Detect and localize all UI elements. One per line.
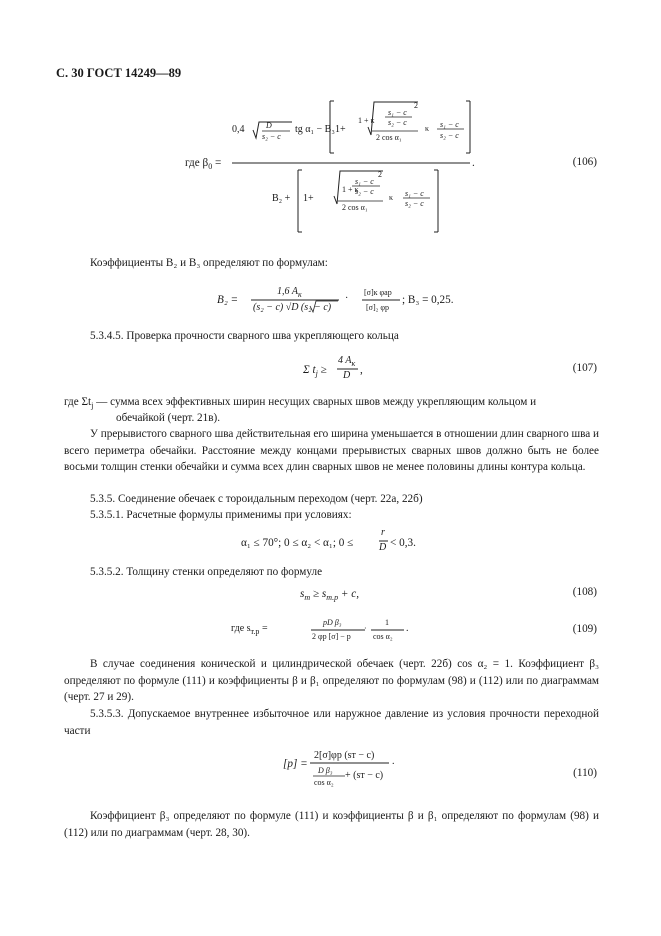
eq106-cos-den: 2 cos α₁ bbox=[342, 203, 368, 212]
eq110-number: (110) bbox=[573, 767, 597, 779]
eqB2-den: (s₂ − c) √D (s₂ − c) bbox=[253, 302, 332, 313]
section-5353: 5.3.5.3. Допускаемое внутреннее избыточное или наружное давление из условия прочности переходной части bbox=[64, 708, 599, 737]
eqB2-num2: [σ]к φаp bbox=[364, 288, 392, 297]
where107-line1: где $\Sigma t_j$ — сумма всех эффективных ширин несущих сварных швов между укрепляющим кольцом и bbox=[64, 396, 537, 411]
eq106-one-plus-num: 1+ bbox=[335, 124, 346, 135]
eq110-tail: . bbox=[392, 756, 395, 767]
eq110-den-b: + (sт − c) bbox=[345, 770, 384, 781]
eq109-den: 2 φp [σ] − p bbox=[312, 632, 351, 641]
section-535: 5.3.5. Соединение обечаек с тороидальным переходом (черт. 22а, 22б) bbox=[90, 493, 423, 505]
cond-b: < 0,3. bbox=[390, 537, 416, 549]
where107-line2: обечайкой (черт. 21в). bbox=[116, 412, 221, 424]
eq109-number: (109) bbox=[572, 623, 597, 635]
eq106-den-B2: B₂ + bbox=[272, 193, 291, 204]
eq109-lhs: где $s_{т.р}$ = bbox=[231, 623, 268, 636]
eq106-kappa-expr-num: 1 + κ bbox=[358, 116, 375, 125]
eq107-number: (107) bbox=[572, 362, 597, 374]
eq107-num: 4 $A_к$ bbox=[338, 355, 356, 368]
eq109-num: pD β₃ bbox=[323, 618, 342, 627]
eq108: $s_т \ge s_{т.р} + c$, bbox=[300, 588, 360, 603]
eq106-s2c-den: s₂ − c bbox=[355, 187, 374, 196]
eq106-s1c-den2: s₁ − c bbox=[405, 189, 424, 198]
eq109-dot: · bbox=[364, 624, 367, 633]
section-5351: 5.3.5.1. Расчетные формулы применимы при условиях: bbox=[90, 509, 352, 521]
eq107-lhs: Σ $t_j$ ≥ bbox=[303, 364, 327, 379]
cond-den: D bbox=[379, 542, 387, 553]
eq106-lhs: где $\beta_0$ = bbox=[185, 157, 222, 172]
section-5345: 5.3.4.5. Проверка прочности сварного шва укрепляющего кольца bbox=[90, 330, 399, 342]
eq110-lhs: [p] = bbox=[283, 758, 308, 770]
final-paragraph: Коэффициент β₃ определяют по формуле (111) и коэффициенты β и β₁ определяют по формулам (98) и (112) или по диаграммам (черт. 28, 30). bbox=[64, 810, 599, 839]
eqB2-lhs: B₂ = bbox=[217, 294, 239, 306]
eqB2-den2: [σ]₂ φp bbox=[366, 303, 390, 312]
eq106-s2c-num: s₂ − c bbox=[388, 118, 407, 127]
eq106-s1c-den: s₁ − c bbox=[355, 177, 374, 186]
eq108-number: (108) bbox=[572, 586, 597, 598]
conic-paragraph: В случае соединения конической и цилиндрической обечаек (черт. 22б) cos α₂ = 1. Коэффициент β₃ определяют по формуле (111) и коэффициенты β и β₁ определяют по формулам (98) и (112) или по диаграммам (черт. 27 и 29). bbox=[64, 658, 599, 703]
eq106-exp-num: 2 bbox=[414, 101, 418, 110]
eq106-kappa-den: κ bbox=[389, 193, 394, 202]
eq110-num: 2[σ]φp (sт − c) bbox=[314, 750, 375, 761]
eq106-rad-num: D bbox=[266, 121, 272, 130]
eq106-cos-num: 2 cos α₁ bbox=[376, 133, 402, 142]
eq106-number: (106) bbox=[572, 156, 597, 168]
eq110-den-a-den: cos α₂ bbox=[314, 778, 334, 787]
page-header: С. 30 ГОСТ 14249—89 bbox=[56, 66, 182, 80]
interrupt-paragraph: У прерывистого сварного шва действительная его ширина уменьшается в отношении длин сварного шва и всего периметра обечайки. Расстояние между концами прерывистых сварных швов должно быть не более восьми толщин стенки обечайки и сумма всех длин сварных швов не менее половины длины контура кольца. bbox=[64, 428, 599, 473]
eq106-s2c-num2: s₂ − c bbox=[440, 131, 459, 140]
eq106-kappa-expr-den: 1 + κ bbox=[342, 185, 359, 194]
eq106-period: . bbox=[472, 157, 475, 169]
eq109-num2: 1 bbox=[385, 618, 389, 627]
eq109-den2: cos α₂ bbox=[373, 632, 393, 641]
section-5352: 5.3.5.2. Толщину стенки определяют по формуле bbox=[90, 566, 323, 578]
eq109-tail: . bbox=[406, 623, 409, 634]
eqB2-dot: · bbox=[345, 293, 349, 304]
eq110-den-a-num: D β₃ bbox=[318, 766, 333, 775]
eq106-rad-den: s₂ − c bbox=[262, 132, 281, 141]
eqB2-num: 1,6 $A_к$ bbox=[277, 286, 302, 299]
eq106-kappa-num: κ bbox=[425, 124, 430, 133]
eq106-exp-den: 2 bbox=[378, 170, 382, 179]
cond-a: α₁ ≤ 70°; 0 ≤ α₂ < α₁; 0 ≤ bbox=[241, 537, 354, 549]
coef-paragraph: Коэффициенты B₂ и B₃ определяют по формулам: bbox=[90, 257, 328, 269]
eq107-den: D bbox=[343, 370, 351, 381]
eq106-s1c-num: s₁ − c bbox=[388, 108, 407, 117]
eq106-coef: 0,4 bbox=[232, 124, 245, 135]
eq107-tail: , bbox=[360, 364, 363, 376]
eq106-s1c-num2: s₁ − c bbox=[440, 120, 459, 129]
eqB2-rest: ; B₃ = 0,25. bbox=[402, 294, 454, 306]
eq106-tg: tg α₁ − B₃ bbox=[295, 124, 335, 135]
eq106-s2c-den2: s₂ − c bbox=[405, 199, 424, 208]
cond-num: r bbox=[381, 527, 385, 538]
eq106-one-plus-den: 1+ bbox=[303, 193, 314, 204]
